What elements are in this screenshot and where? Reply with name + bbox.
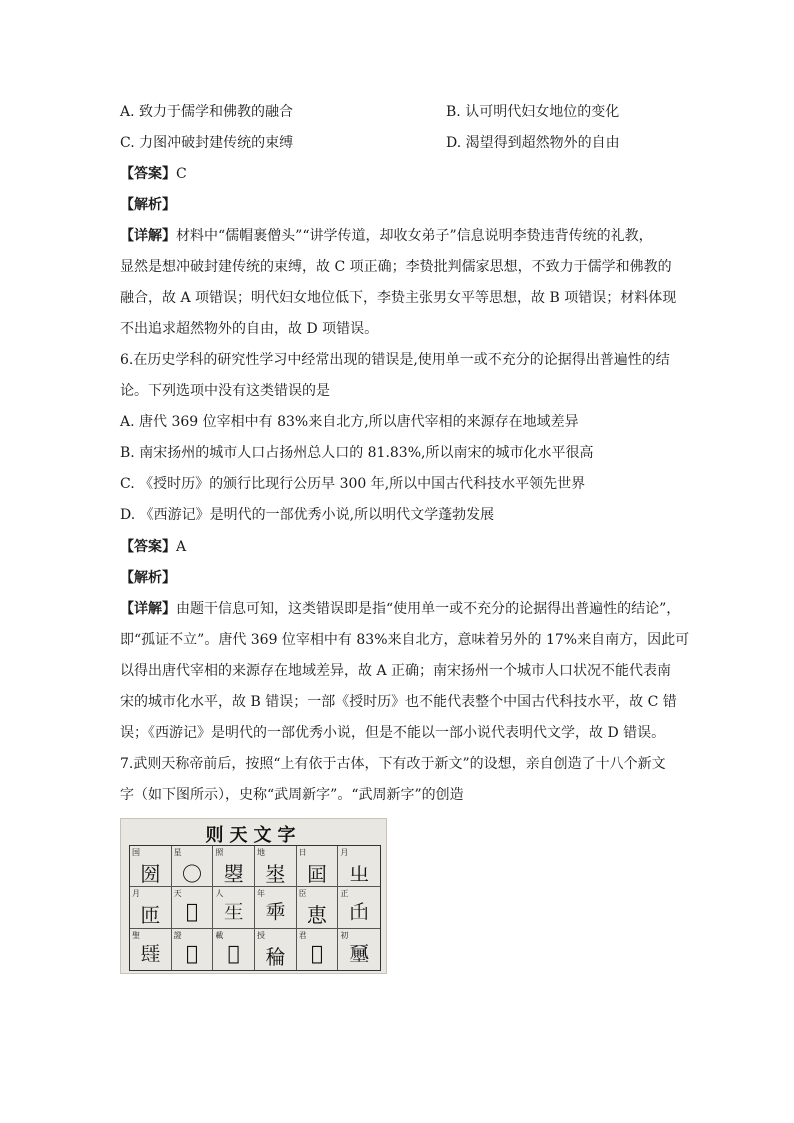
character-cell bbox=[297, 929, 339, 970]
character-cell bbox=[338, 929, 380, 970]
new-character: 𠦚 bbox=[265, 900, 286, 925]
character-cell bbox=[172, 846, 214, 887]
new-character: 𤯔 bbox=[223, 900, 244, 925]
character-cell bbox=[130, 887, 172, 928]
character-cell bbox=[338, 887, 380, 928]
q6-option-d: D. 《西游记》是明代的一部优秀小说,所以明代文学蓬勃发展 bbox=[120, 507, 495, 523]
q5-detail-line: 不出追求超然物外的自由，故 D 项错误。 bbox=[120, 321, 379, 337]
new-character: 圀 bbox=[140, 862, 161, 886]
image-title: 则天文字 bbox=[205, 825, 302, 846]
character-cell bbox=[297, 846, 339, 887]
new-character: 曌 bbox=[223, 862, 244, 886]
q6-option-c: C. 《授时历》的颁行比现行公历早 300 年,所以中国古代科技水平领先世界 bbox=[120, 476, 586, 492]
q6-detail-line bbox=[120, 599, 680, 619]
q5-option-a: A. 致力于儒学和佛教的融合 bbox=[120, 104, 294, 120]
character-cell bbox=[213, 887, 255, 928]
answer-tag: 【答案】 bbox=[120, 539, 176, 555]
detail-text: 材料中“儒帽裹僧头”“讲学传道，却收女弟子”信息说明李贽违背传统的礼教， bbox=[176, 228, 653, 244]
q6-stem: 6.在历史学科的研究性学习中经常出现的错误是,使用单一或不充分的论据得出普遍性的结 bbox=[120, 352, 670, 368]
character-cell bbox=[172, 887, 214, 928]
new-character: 稐 bbox=[265, 944, 286, 969]
original-character: 聖 bbox=[132, 930, 140, 940]
q5-detail-line: 显然是想冲破封建传统的束缚，故 C 项正确；李贽批判儒家思想，不致力于儒学和佛教的 bbox=[120, 259, 672, 275]
detail-tag: 【详解】 bbox=[120, 601, 176, 617]
new-character: 㞢 bbox=[349, 862, 370, 886]
character-cell bbox=[255, 887, 297, 928]
original-character: 天 bbox=[173, 889, 182, 899]
character-grid bbox=[129, 845, 381, 971]
q7-stem: 7.武则天称帝前后，按照“上有依于古体，下有改于新文”的设想，亲自创造了十八个新文 bbox=[120, 756, 666, 772]
q5-option-c: C. 力图冲破封建传统的束缚 bbox=[120, 135, 294, 151]
q6-detail-line: 即“孤证不立”。唐代 369 位宰相中有 83%来自北方，意味着另外的 17%来自南方，因此可 bbox=[120, 632, 690, 648]
q6-detail-line: 误；《西游记》是明代的一部优秀小说，但是不能以一部小说代表明代文学，故 D 错误。 bbox=[120, 725, 666, 741]
original-character: 證 bbox=[173, 930, 182, 940]
character-cell bbox=[255, 929, 297, 970]
zetian-characters-image bbox=[120, 818, 387, 974]
q6-detail-line: 以得出唐代宰相的来源存在地域差异，故 A 正确；南宋扬州一个城市人口状况不能代表南 bbox=[120, 663, 672, 679]
original-character: 正 bbox=[340, 889, 349, 899]
new-character: 𨹗 bbox=[185, 940, 198, 965]
original-character: 日 bbox=[298, 848, 307, 857]
character-cell bbox=[213, 846, 255, 887]
q6-analysis-tag: 【解析】 bbox=[120, 570, 176, 586]
q5-option-b: B. 认可明代妇女地位的变化 bbox=[446, 104, 620, 120]
character-cell bbox=[172, 929, 214, 970]
character-cell bbox=[297, 887, 339, 928]
answer-tag: 【答案】 bbox=[120, 166, 176, 182]
original-character: 授 bbox=[257, 930, 265, 940]
detail-text: 由题干信息可知，这类错误即是指“使用单一或不充分的论据得出普遍性的结论”， bbox=[176, 601, 681, 617]
q6-option-b: B. 南宋扬州的城市人口占扬州总人口的 81.83%,所以南宋的城市化水平很高 bbox=[120, 445, 594, 461]
character-cell bbox=[213, 929, 255, 970]
original-character: 照 bbox=[215, 848, 224, 857]
original-character: 年 bbox=[257, 889, 265, 899]
original-character: 載 bbox=[215, 930, 224, 940]
new-character: 囸 bbox=[306, 862, 327, 886]
original-character: 地 bbox=[257, 848, 265, 857]
new-character: 𡕀 bbox=[227, 940, 240, 965]
new-character: 𠙺 bbox=[349, 900, 370, 925]
original-character: 初 bbox=[340, 930, 349, 940]
original-character: 月 bbox=[132, 889, 140, 899]
new-character: 𡔈 bbox=[349, 941, 370, 966]
original-character: 臣 bbox=[298, 889, 307, 899]
answer-value: C bbox=[176, 166, 187, 182]
original-character: 人 bbox=[215, 889, 224, 899]
q7-stem: 字（如下图所示），史称“武周新字”。“武周新字”的创造 bbox=[120, 787, 464, 803]
original-character: 月 bbox=[340, 848, 349, 857]
q5-option-d: D. 渴望得到超然物外的自由 bbox=[446, 135, 620, 151]
q5-answer bbox=[120, 164, 187, 184]
q5-detail-line bbox=[120, 226, 653, 246]
new-character: 𨲢 bbox=[140, 941, 161, 966]
original-character: 国 bbox=[132, 848, 140, 857]
character-cell bbox=[338, 846, 380, 887]
new-character: 匝 bbox=[140, 903, 161, 928]
new-character: 〇 bbox=[181, 862, 202, 886]
q5-detail-line: 融合，故 A 项错误；明代妇女地位低下，李贽主张男女平等思想，故 B 项错误；材料体现 bbox=[120, 290, 677, 306]
q6-answer bbox=[120, 537, 186, 557]
new-character: 𠺞 bbox=[310, 940, 323, 965]
original-character: 君 bbox=[298, 930, 307, 940]
new-character: 埊 bbox=[265, 862, 286, 886]
q6-detail-line: 宋的城市化水平，故 B 错误；一部《授时历》也不能代表整个中国古代科技水平，故 C 错 bbox=[120, 694, 677, 710]
answer-value: A bbox=[176, 539, 187, 555]
character-cell bbox=[255, 846, 297, 887]
detail-tag: 【详解】 bbox=[120, 228, 176, 244]
character-cell bbox=[130, 929, 172, 970]
original-character: 星 bbox=[173, 848, 182, 857]
character-cell bbox=[130, 846, 172, 887]
q6-stem: 论。下列选项中没有这类错误的是 bbox=[120, 383, 330, 399]
new-character: 𠀑 bbox=[185, 899, 198, 924]
new-character: 恵 bbox=[306, 903, 327, 928]
q6-option-a: A. 唐代 369 位宰相中有 83%来自北方,所以唐代宰相的来源存在地域差异 bbox=[120, 414, 579, 430]
q5-analysis-tag: 【解析】 bbox=[120, 197, 176, 213]
